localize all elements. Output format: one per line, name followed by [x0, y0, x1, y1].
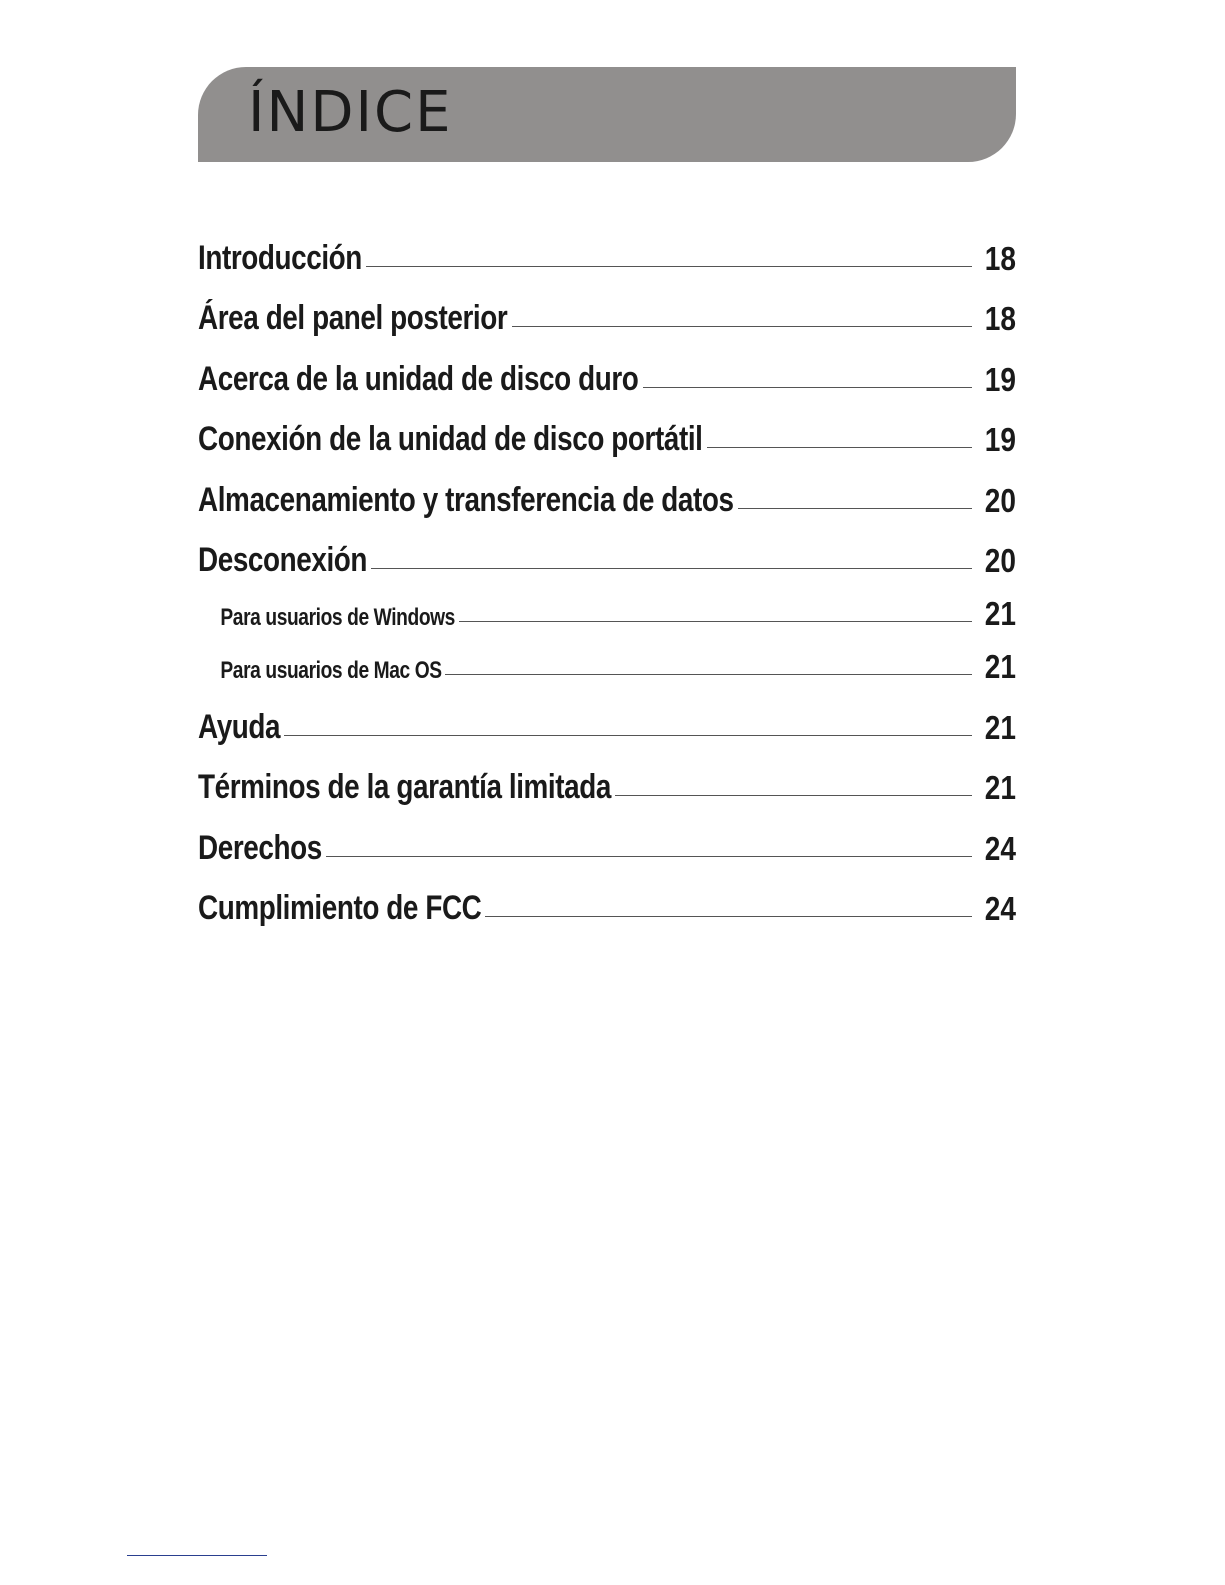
toc-entry-page: 21	[984, 708, 1016, 746]
toc-leader-line	[371, 568, 972, 569]
toc-leader-line	[445, 674, 972, 675]
toc-entry[interactable]	[198, 744, 1016, 805]
toc-entry-page: 19	[984, 360, 1016, 398]
toc-entry-label: Desconexión	[198, 541, 368, 579]
toc-entry-label: Almacenamiento y transferencia de datos	[198, 480, 734, 519]
toc-entry-page: 24	[984, 829, 1016, 867]
page-title: ÍNDICE	[248, 80, 453, 145]
toc-entry-page: 18	[984, 239, 1016, 277]
toc-leader-line	[512, 326, 972, 327]
toc-subentry[interactable]	[198, 577, 1016, 630]
toc-entry[interactable]	[198, 335, 1016, 396]
toc-entry-label: Cumplimiento de FCC	[198, 889, 482, 927]
toc-leader-line	[707, 447, 972, 448]
toc-entry-label: Derechos	[198, 828, 322, 867]
toc-entry[interactable]	[198, 456, 1016, 517]
toc-subentry-page: 21	[984, 648, 1016, 685]
toc-entry[interactable]	[198, 275, 1016, 336]
toc-subentry[interactable]	[198, 630, 1016, 683]
toc-entry[interactable]	[198, 865, 1016, 926]
toc-leader-line	[459, 621, 972, 622]
toc-entry[interactable]	[198, 214, 1016, 275]
toc-entry-page: 20	[984, 542, 1016, 579]
toc-leader-line	[284, 735, 972, 736]
toc-entry-page: 18	[984, 300, 1016, 337]
toc-entry-page: 24	[984, 890, 1016, 927]
footer-rule	[127, 1555, 267, 1556]
toc-entry-page: 19	[984, 421, 1016, 458]
toc-leader-line	[485, 916, 972, 917]
toc-entry[interactable]	[198, 517, 1016, 578]
toc-leader-line	[738, 508, 972, 509]
toc-subentry-page: 21	[984, 595, 1016, 632]
toc-entry-label: Introducción	[198, 238, 362, 277]
table-of-contents	[198, 214, 1016, 925]
toc-leader-line	[615, 795, 972, 796]
toc-entry-label: Términos de la garantía limitada	[198, 768, 611, 806]
toc-entry[interactable]	[198, 396, 1016, 457]
toc-entry-page: 20	[984, 481, 1016, 519]
toc-subentry-label: Para usuarios de Mac OS	[220, 657, 442, 684]
toc-entry-label: Área del panel posterior	[198, 299, 508, 337]
header-band	[198, 67, 1016, 162]
toc-entry[interactable]	[198, 804, 1016, 865]
toc-entry-label: Conexión de la unidad de disco portátil	[198, 420, 703, 458]
toc-entry-label: Acerca de la unidad de disco duro	[198, 359, 639, 398]
toc-entry-page: 21	[984, 769, 1016, 806]
toc-leader-line	[366, 266, 972, 267]
toc-entry-label: Ayuda	[198, 707, 281, 746]
toc-subentry-label: Para usuarios de Windows	[220, 604, 455, 631]
toc-leader-line	[326, 856, 972, 857]
toc-entry[interactable]	[198, 683, 1016, 744]
toc-leader-line	[643, 387, 972, 388]
